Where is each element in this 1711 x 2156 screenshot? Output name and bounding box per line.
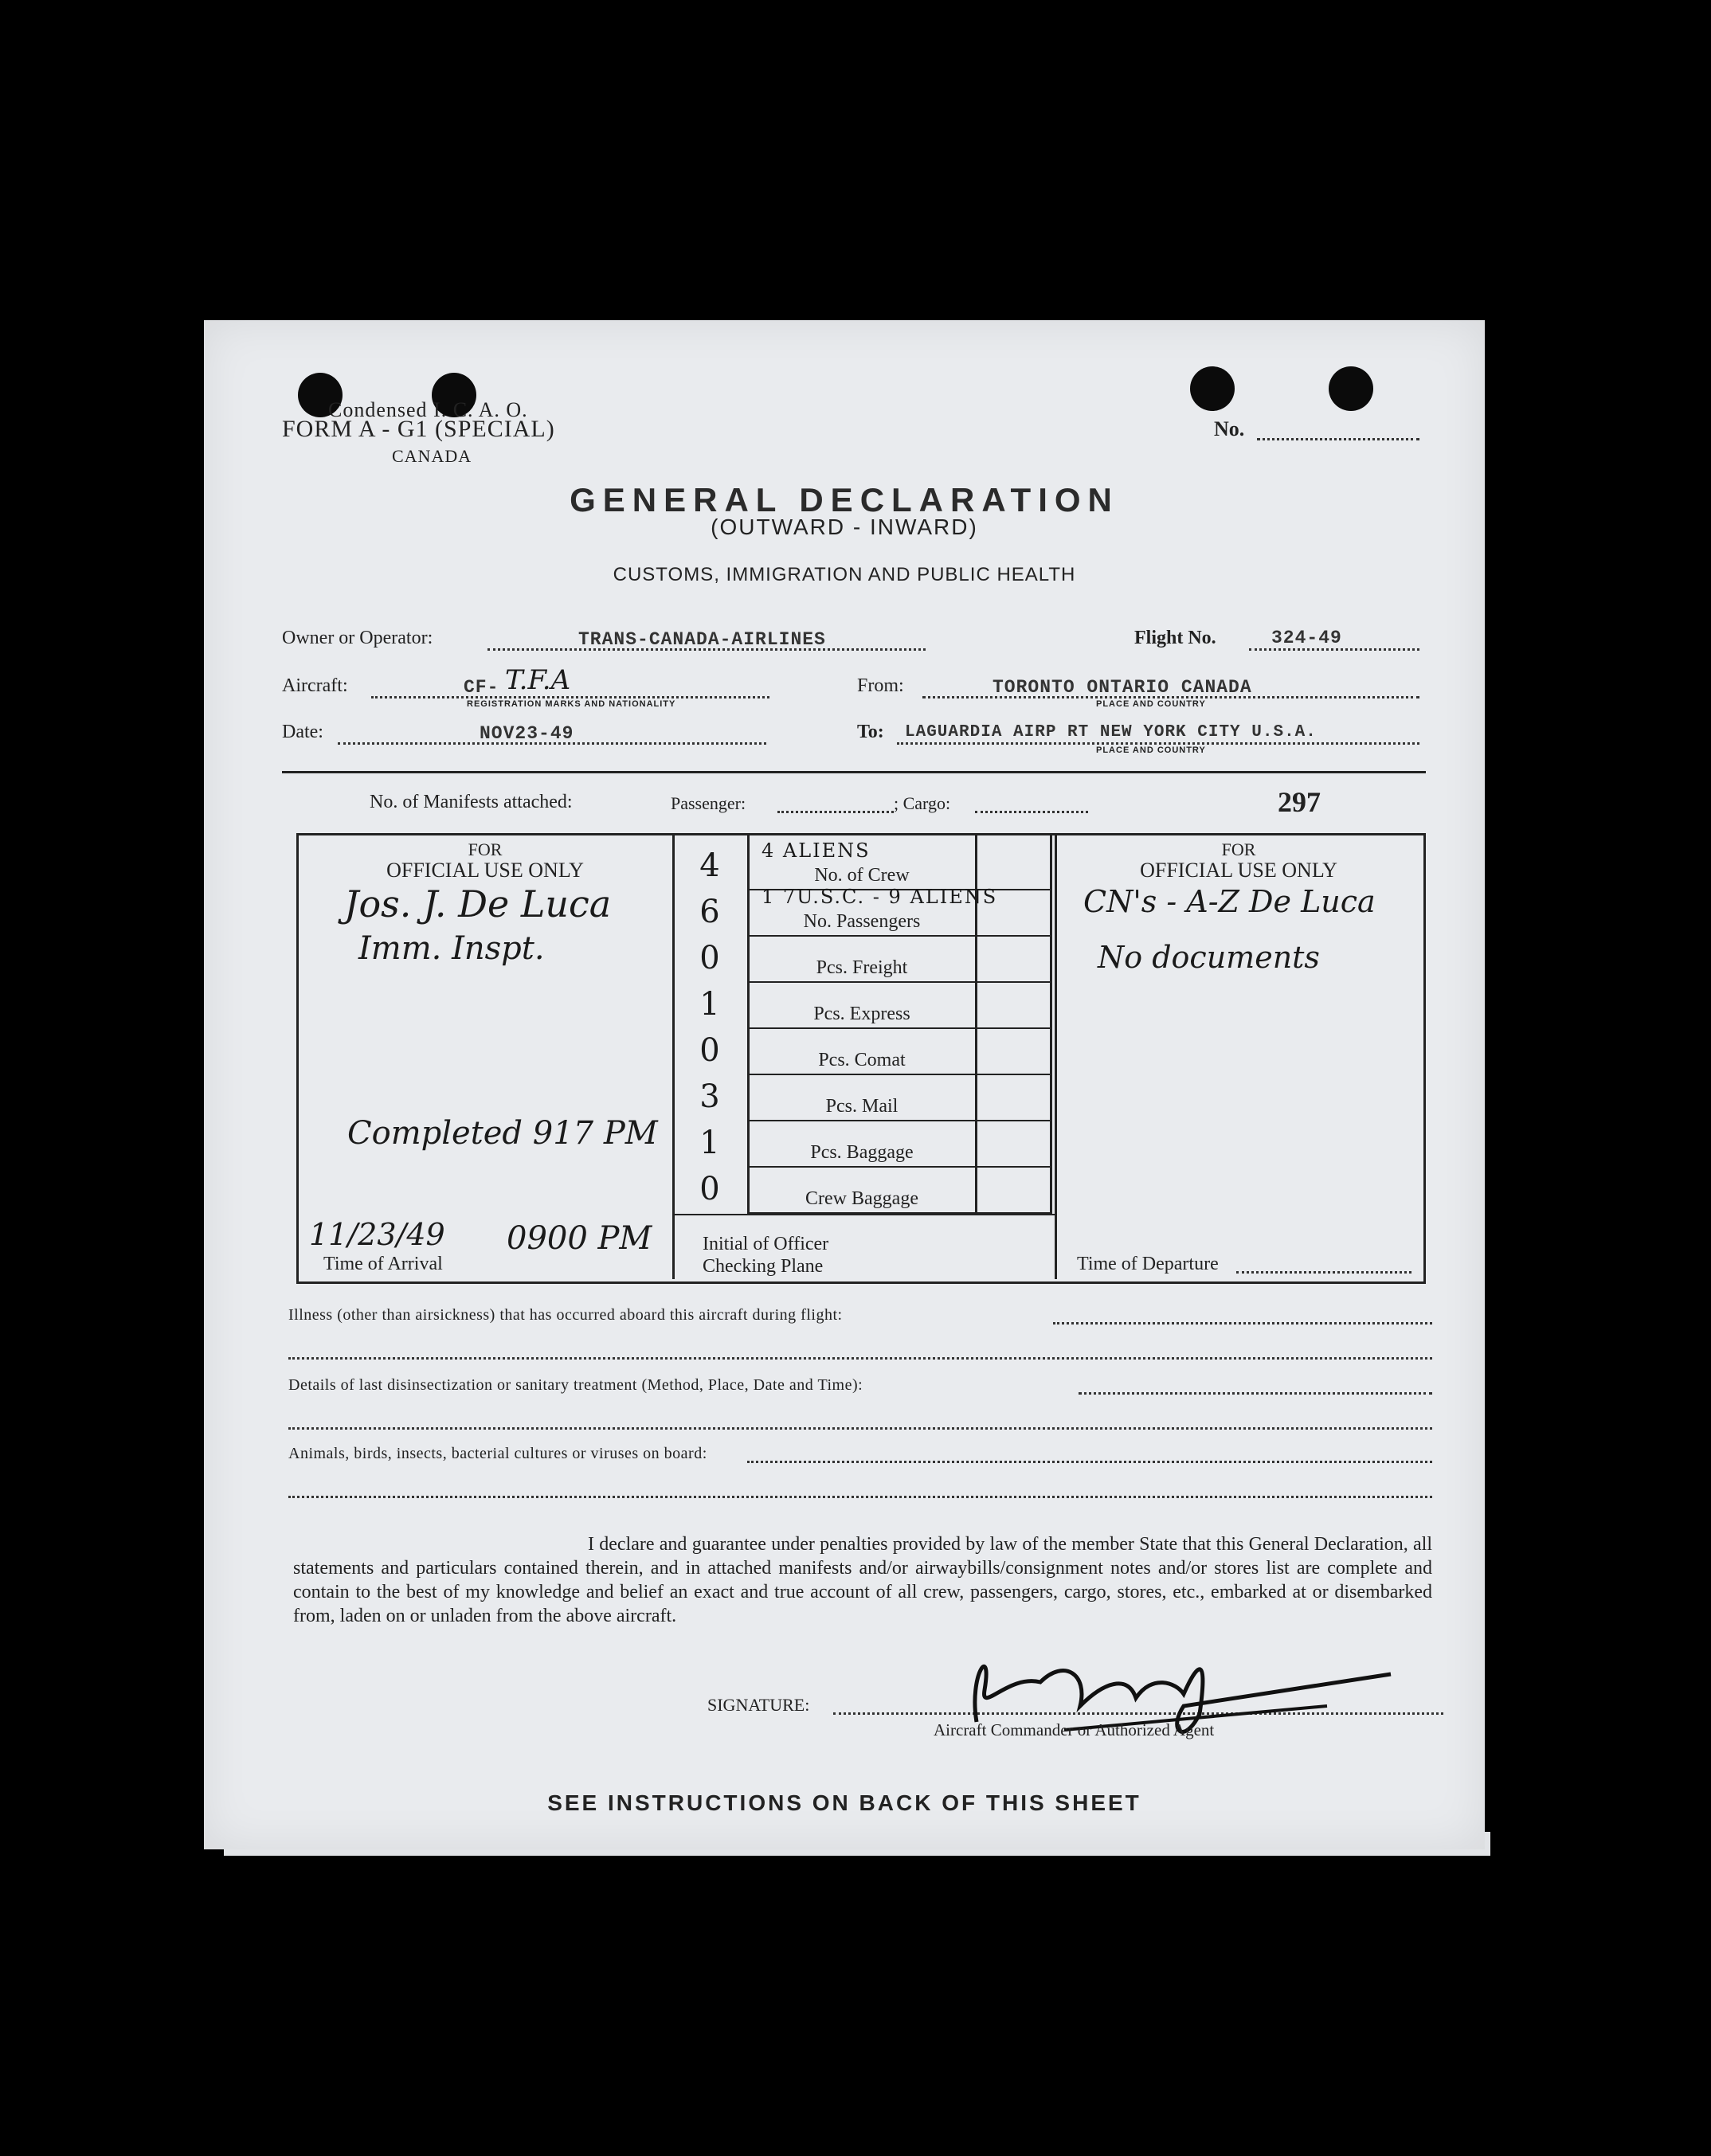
declaration-text: I declare and guarantee under penalties provided by law of the member State that this General Declaration, all statements and particulars contained therein, and in attached manifests and/or airwaybills/consignment notes and/or stores list are complete and contain to the best of my knowledge and belief an exact and true account of all crew, passengers, cargo, stores, etc., embarked at or disembarked from, laden on or unladen from the above aircraft. <box>293 1534 1432 1626</box>
arrival-time-hand: 0900 PM <box>507 1220 652 1257</box>
no-field[interactable] <box>1257 438 1419 440</box>
manifests-label: No. of Manifests attached: <box>370 792 573 812</box>
completed-note: Completed 917 PM <box>347 1115 658 1152</box>
table-divider <box>672 1214 1055 1215</box>
left-for-label: FOR <box>468 839 503 859</box>
count-label: Pcs. Mail <box>825 1096 899 1117</box>
to-label: To: <box>857 722 884 742</box>
footer-instructions: SEE INSTRUCTIONS ON BACK OF THIS SHEET <box>547 1790 1141 1815</box>
checking-label-line1: Initial of Officer <box>703 1234 829 1254</box>
from-value[interactable]: TORONTO ONTARIO CANADA <box>993 677 1252 698</box>
count-value[interactable]: 6 <box>699 894 720 930</box>
aircraft-note: REGISTRATION MARKS AND NATIONALITY <box>467 699 676 709</box>
passenger-label: Passenger: <box>671 793 746 813</box>
departure-field[interactable] <box>1236 1271 1411 1274</box>
count-note: 1 7U.S.C. - 9 ALIENS <box>762 886 998 908</box>
manifest-number: 297 <box>1278 786 1321 818</box>
subtitle: CUSTOMS, IMMIGRATION AND PUBLIC HEALTH <box>613 564 1076 585</box>
row-divider <box>993 981 1040 983</box>
table-divider <box>672 833 675 1279</box>
no-label: No. <box>1214 417 1245 440</box>
time-of-arrival-label: Time of Arrival <box>323 1254 443 1274</box>
table-divider <box>1055 833 1057 1279</box>
flight-value[interactable]: 324-49 <box>1271 628 1342 648</box>
count-label: Pcs. Express <box>813 1004 910 1024</box>
punch-hole <box>1329 366 1373 411</box>
cargo-label: ; Cargo: <box>894 793 951 813</box>
to-value[interactable]: LAGUARDIA AIRP RT NEW YORK CITY U.S.A. <box>905 723 1317 741</box>
row-divider <box>993 1027 1040 1029</box>
animals-label: Animals, birds, insects, bacterial cultures or viruses on board: <box>288 1445 707 1462</box>
illness-field-2[interactable] <box>288 1357 1432 1360</box>
aircraft-label: Aircraft: <box>282 675 348 696</box>
illness-label: Illness (other than airsickness) that has occurred aboard this aircraft during flight: <box>288 1306 843 1324</box>
count-value[interactable]: 4 <box>699 847 720 884</box>
illness-field[interactable] <box>1053 1322 1432 1325</box>
aircraft-field-line <box>371 696 769 698</box>
aircraft-handwritten: T.F.A <box>505 664 571 696</box>
row-divider <box>993 1074 1040 1075</box>
count-label: Crew Baggage <box>805 1188 918 1209</box>
disinsect-label: Details of last disinsectization or sanitary treatment (Method, Place, Date and Time): <box>288 1376 863 1394</box>
date-value[interactable]: NOV23-49 <box>480 723 574 744</box>
from-note: PLACE AND COUNTRY <box>1096 699 1206 709</box>
document-sheet <box>204 320 1485 1849</box>
signature-label: SIGNATURE: <box>707 1695 810 1715</box>
flight-field-line <box>1249 648 1419 651</box>
count-value[interactable]: 0 <box>699 1171 720 1207</box>
date-label: Date: <box>282 722 323 742</box>
arrival-date-hand: 11/23/49 <box>309 1217 445 1252</box>
count-value[interactable]: 1 <box>699 986 720 1023</box>
animals-field[interactable] <box>747 1461 1432 1463</box>
count-label: Pcs. Comat <box>818 1050 906 1070</box>
count-label: No. of Crew <box>814 865 910 886</box>
right-for-label: FOR <box>1221 839 1256 859</box>
cargo-field[interactable] <box>975 811 1088 813</box>
disinsect-field-2[interactable] <box>288 1427 1432 1430</box>
page-title: GENERAL DECLARATION <box>570 481 1119 518</box>
count-label: No. Passengers <box>803 911 921 932</box>
count-note: 4 ALIENS <box>762 839 871 862</box>
officer-title: Imm. Inspt. <box>358 930 545 967</box>
row-divider <box>993 1120 1040 1121</box>
form-number: FORM A - G1 (SPECIAL) <box>282 416 555 442</box>
count-label: Pcs. Freight <box>816 957 908 978</box>
count-value[interactable]: 3 <box>699 1078 720 1115</box>
row-divider <box>993 1212 1040 1214</box>
checking-label-line2: Checking Plane <box>703 1256 824 1277</box>
form-country: CANADA <box>392 446 472 466</box>
row-divider <box>993 889 1040 890</box>
count-value[interactable]: 1 <box>699 1125 720 1161</box>
to-note: PLACE AND COUNTRY <box>1096 745 1206 755</box>
row-divider <box>993 935 1040 937</box>
owner-value[interactable]: TRANS-CANADA-AIRLINES <box>578 629 826 650</box>
right-hand-note: CN's - A-Z De Luca <box>1083 884 1376 919</box>
checking-label <box>703 1233 828 1278</box>
officer-signature: Jos. J. De Luca <box>344 882 612 925</box>
right-hand-note-2: No documents <box>1098 940 1320 975</box>
punch-hole <box>1190 366 1235 411</box>
right-official-heading: OFFICIAL USE ONLY <box>1140 859 1337 882</box>
direction-label: (OUTWARD - INWARD) <box>711 515 978 539</box>
table-divider <box>747 833 750 1215</box>
form-condensed-label: Condensed I. C. A. O. <box>328 398 528 421</box>
count-value[interactable]: 0 <box>699 1032 720 1069</box>
owner-label: Owner or Operator: <box>282 628 433 648</box>
flight-label: Flight No. <box>1134 628 1216 648</box>
count-value[interactable]: 0 <box>699 940 720 976</box>
left-official-heading: OFFICIAL USE ONLY <box>386 859 584 882</box>
animals-field-2[interactable] <box>288 1496 1432 1498</box>
count-label: Pcs. Baggage <box>810 1142 914 1163</box>
signature-caption: Aircraft Commander or Authorized Agent <box>934 1720 1215 1739</box>
aircraft-value[interactable]: CF- <box>464 677 499 698</box>
to-field-line <box>897 742 1419 745</box>
passenger-field[interactable] <box>777 811 894 813</box>
time-of-departure-label: Time of Departure <box>1077 1254 1219 1274</box>
from-label: From: <box>857 675 904 696</box>
table-divider <box>1050 833 1052 1215</box>
disinsect-field[interactable] <box>1079 1392 1432 1395</box>
row-divider <box>993 1166 1040 1168</box>
divider <box>282 771 1426 773</box>
